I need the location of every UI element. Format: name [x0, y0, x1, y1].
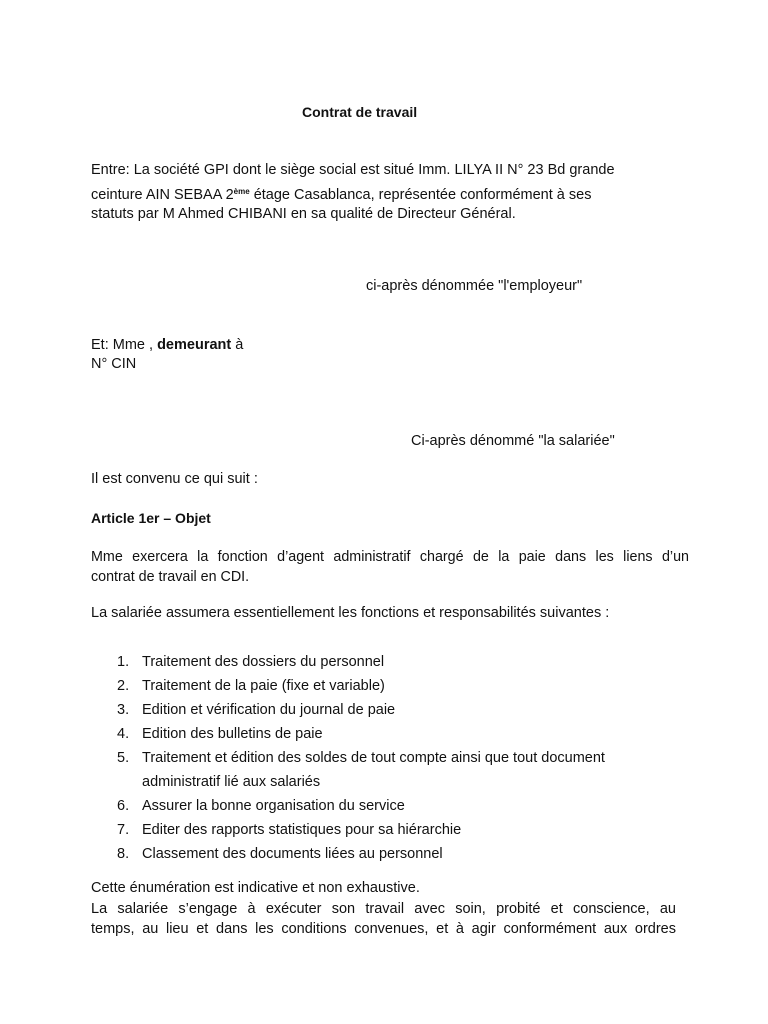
employer-designation: ci-après dénommée "l'employeur"	[366, 278, 583, 294]
list-item-number: 4.	[117, 726, 130, 742]
intro-paragraph	[91, 161, 615, 224]
agreement-intro: Il est convenu ce qui suit :	[91, 471, 258, 487]
list-item	[91, 698, 681, 722]
list-item-text: Classement des documents liées au personnel	[142, 846, 443, 862]
commitment-line-2: temps, au lieu et dans les conditions convenues, et à agir conformément aux ordres	[91, 921, 676, 937]
list-item-continuation	[91, 770, 681, 794]
list-item	[91, 818, 681, 842]
article-heading: Article 1er – Objet	[91, 510, 211, 526]
list-item-text: administratif lié aux salariés	[142, 774, 321, 790]
list-item	[91, 746, 681, 770]
intro-line-2-end: étage Casablanca, représentée conformément à ses	[249, 186, 592, 203]
commitment-line-1: La salariée s’engage à exécuter son travail avec soin, probité et conscience, au	[91, 901, 676, 917]
intro-line-3: statuts par M Ahmed CHIBANI en sa qualité de Directeur Général.	[91, 205, 516, 222]
responsibilities-intro: La salariée assumera essentiellement les fonctions et responsabilités suivantes :	[91, 605, 610, 621]
function-line-2: contrat de travail en CDI.	[91, 569, 250, 585]
list-item-text: Assurer la bonne organisation du service	[142, 798, 405, 814]
list-item-text: Editer des rapports statistiques pour sa hiérarchie	[142, 822, 462, 838]
list-item-text: Traitement de la paie (fixe et variable)	[142, 678, 385, 694]
list-item	[91, 674, 681, 698]
intro-line-1: Entre: La société GPI dont le siège social est situé Imm. LILYA II N° 23 Bd grande	[91, 162, 615, 178]
enumeration-note: Cette énumération est indicative et non exhaustive.	[91, 880, 420, 896]
list-item-number: 2.	[117, 678, 130, 694]
list-item-text: Traitement des dossiers du personnel	[142, 654, 385, 670]
list-item-number: 1.	[117, 654, 130, 670]
commitment-paragraph	[91, 899, 676, 939]
employee-suffix: à	[231, 337, 244, 353]
intro-line-2-start: ceinture AIN SEBAA 2	[91, 186, 234, 203]
document-title: Contrat de travail	[302, 104, 418, 120]
list-item	[91, 842, 681, 866]
function-paragraph	[91, 547, 689, 587]
list-item-text: Traitement et édition des soldes de tout compte ainsi que tout document	[142, 750, 605, 766]
list-item-number: 5.	[117, 750, 130, 766]
list-item-text: Edition et vérification du journal de paie	[142, 702, 396, 718]
list-item	[91, 722, 681, 746]
intro-line-2	[91, 181, 615, 205]
duties-list	[91, 650, 681, 866]
cin-line: N° CIN	[91, 356, 137, 372]
floor-superscript: ème	[233, 186, 250, 196]
employee-prefix: Et: Mme ,	[91, 337, 158, 353]
list-item-text: Edition des bulletins de paie	[142, 726, 323, 742]
employee-residence-label: demeurant	[157, 337, 232, 353]
list-item-number: 3.	[117, 702, 130, 718]
list-item-number: 6.	[117, 798, 130, 814]
employee-designation: Ci-après dénommé "la salariée"	[411, 433, 615, 449]
employee-line	[91, 337, 243, 353]
list-item	[91, 794, 681, 818]
list-item-number: 7.	[117, 822, 130, 838]
function-line-1: Mme exercera la fonction d’agent administratif chargé de la paie dans les liens d’un	[91, 549, 689, 565]
list-item-number: 8.	[117, 846, 130, 862]
list-item	[91, 650, 681, 674]
